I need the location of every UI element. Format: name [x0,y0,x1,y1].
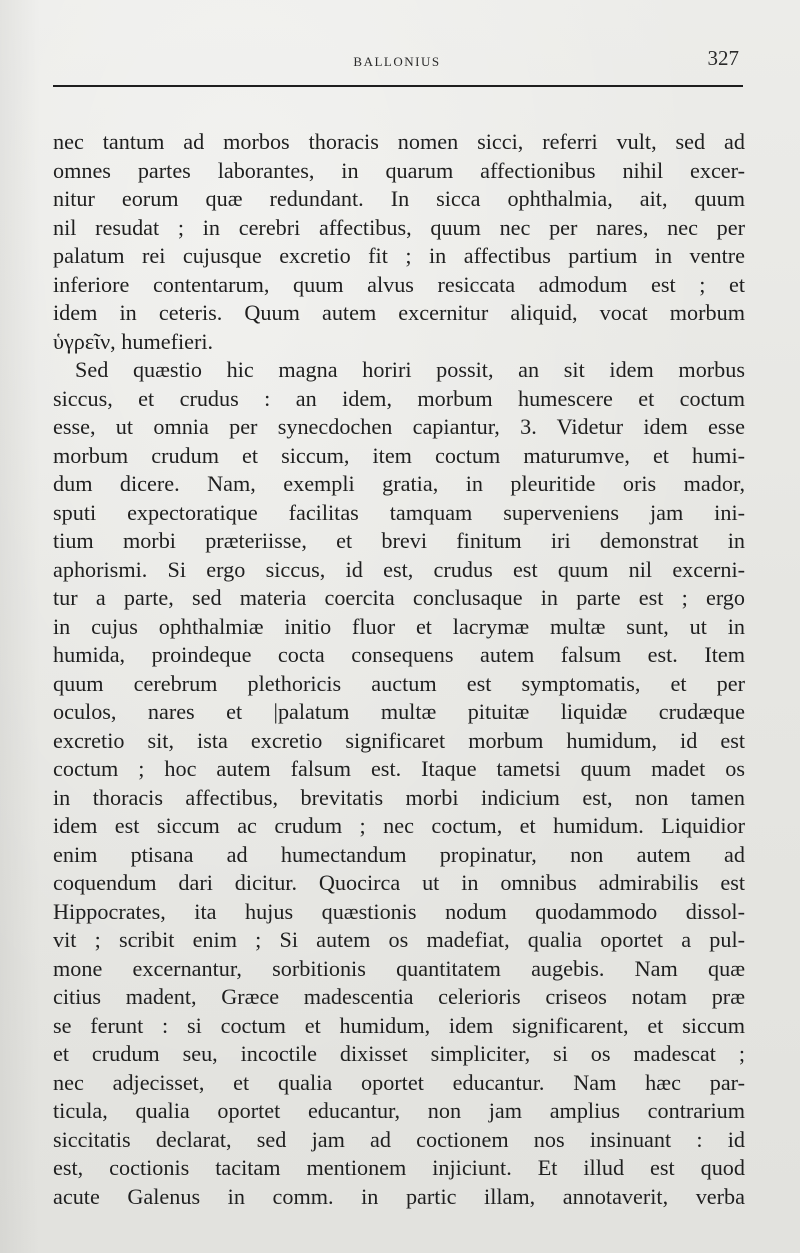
text-line: humida, proindeque cocta consequens autem falsum est. Item [53,642,745,667]
text-line: et crudum seu, incoctile dixisset simpliciter, si os madescat ; [53,1041,745,1066]
text-line: Hippocrates, ita hujus quæstionis nodum quodammodo dissol- [53,898,745,924]
text-line: ὑγρεῖν, humefieri. [53,328,214,354]
text-line: coquendum dari dicitur. Quocirca ut in omnibus admirabilis est [53,870,745,895]
text-line: inferiore contentarum, quum alvus resiccata admodum est ; et [53,271,745,297]
text-line: omnes partes laborantes, in quarum affectionibus nihil excer- [53,157,745,183]
text-line: quum cerebrum plethoricis auctum est symptomatis, et per [53,670,745,696]
text-line: se ferunt : si coctum et humidum, idem significarent, et siccum [53,1012,745,1038]
text-line: nec tantum ad morbos thoracis nomen sicci, referri vult, sed ad [53,129,745,154]
text-line: est, coctionis tacitam mentionem injiciunt. Et illud est quod [53,1155,745,1180]
text-line: dum dicere. Nam, exempli gratia, in pleuritide oris mador, [53,471,745,496]
text-line: siccitatis declarat, sed jam ad coctionem nos insinuant : id [53,1126,745,1152]
text-line: nil resudat ; in cerebri affectibus, quum nec per nares, nec per [53,214,745,240]
text-line-paragraph-start: Sed quæstio hic magna horiri possit, an sit idem morbus [75,357,745,382]
text-line: mone excernantur, sorbitionis quantitatem augebis. Nam quæ [53,955,745,981]
text-line: in cujus ophthalmiæ initio fluor et lacrymæ multæ sunt, ut in [53,613,745,639]
text-line: nitur eorum quæ redundant. In sicca ophthalmia, ait, quum [53,186,745,211]
text-line: nec adjecisset, et qualia oportet educantur. Nam hæc par- [53,1069,745,1095]
text-line: idem est siccum ac crudum ; nec coctum, et humidum. Liquidior [53,813,745,838]
text-line: morbum crudum et siccum, item coctum maturumve, et humi- [53,442,745,468]
text-line: enim ptisana ad humectandum propinatur, non autem ad [53,841,745,867]
text-line: aphorismi. Si ergo siccus, id est, crudus est quum nil excerni- [53,556,745,582]
text-line: esse, ut omnia per synecdochen capiantur, 3. Videtur idem esse [53,414,745,439]
body-text [53,128,745,1211]
text-line: vit ; scribit enim ; Si autem os madefiat, qualia oportet a pul- [53,927,745,952]
text-line: tium morbi præteriisse, et brevi finitum iri demonstrat in [53,528,745,553]
text-line: coctum ; hoc autem falsum est. Itaque tametsi quum madet os [53,756,745,781]
text-line: idem in ceteris. Quum autem excernitur aliquid, vocat morbum [53,300,745,325]
page-number: 327 [707,46,739,70]
text-line: excretio sit, ista excretio significaret morbum humidum, id est [53,727,745,753]
text-line: tur a parte, sed materia coercita conclusaque in parte est ; ergo [53,585,745,610]
text-line: citius madent, Græce madescentia celerioris criseos notam præ [53,984,745,1009]
text-line: oculos, nares et |palatum multæ pituitæ liquidæ crudæque [53,699,745,724]
page-header [53,44,741,74]
text-line: siccus, et crudus : an idem, morbum humescere et coctum [53,385,745,411]
text-line: acute Galenus in comm. in partic illam, annotaverit, verba [53,1183,745,1209]
text-line: palatum rei cujusque excretio fit ; in affectibus partium in ventre [53,243,745,268]
running-head: BALLONIUS [353,54,441,69]
text-line: sputi expectoratique facilitas tamquam superveniens jam ini- [53,499,745,525]
text-line: ticula, qualia oportet educantur, non jam amplius contrarium [53,1098,745,1123]
header-rule [53,85,743,87]
text-line: in thoracis affectibus, brevitatis morbi indicium est, non tamen [53,784,745,810]
gutter-shadow [0,0,40,1253]
